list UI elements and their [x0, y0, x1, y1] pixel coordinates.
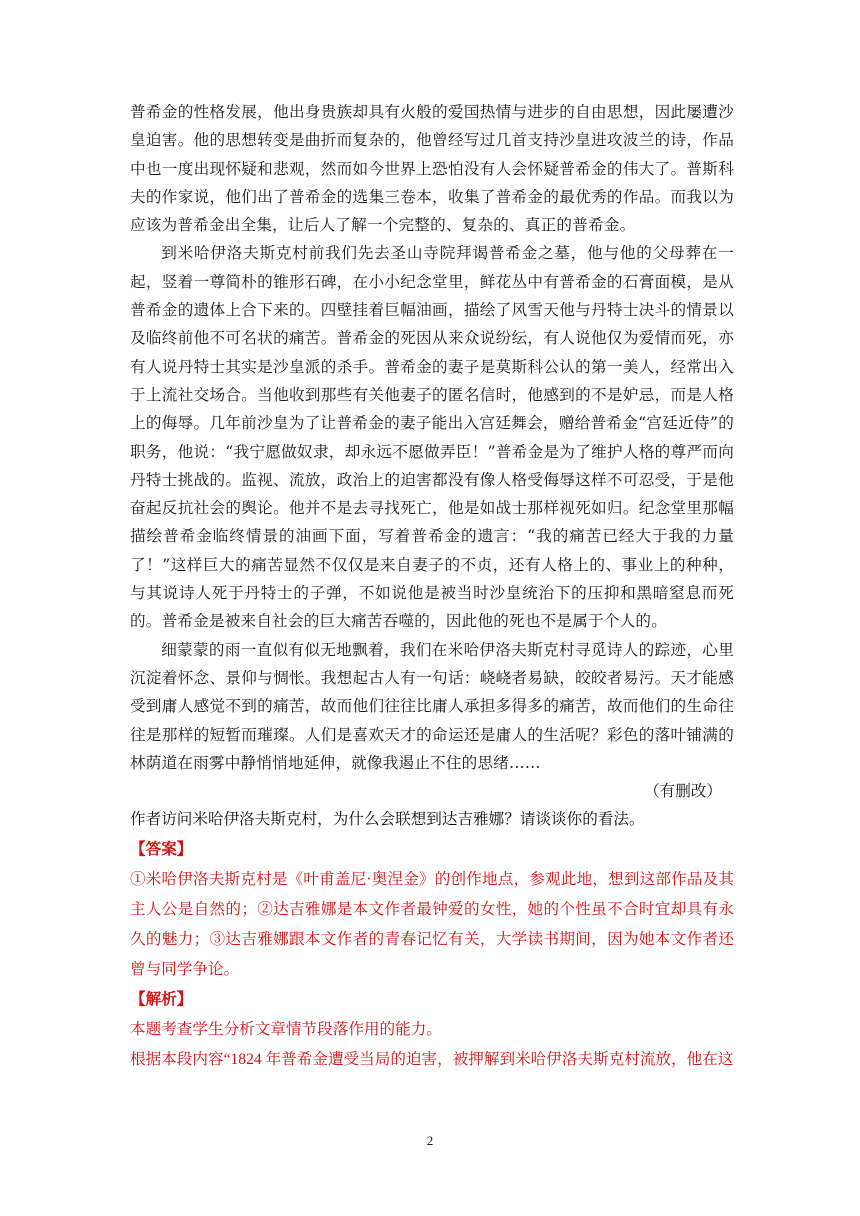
page-number: 2: [426, 1133, 434, 1148]
article-paragraph-2: 到米哈伊洛夫斯克村前我们先去圣山寺院拜谒普希金之墓，他与他的父母葬在一起，竖着一尊简朴的锥形石碑，在小小纪念堂里，鲜花丛中有普希金的石膏面模，是从普希金的遗体上合下来的。四壁挂着巨幅油画，描绘了风雪天他与丹特士决斗的情景以及临终前他不可名状的痛苦。普希金的死因从来众说纷纭，有人说他仅为爱情而死，亦有人说丹特士其实是沙皇派的杀手。普希金的妻子是莫斯科公认的第一美人，经常出入于上流社交场合。当他收到那些有关他妻子的匿名信时，他感到的不是妒忌，而是人格上的侮辱。几年前沙皇为了让普希金的妻子能出入宫廷舞会，赠给普希金“宫廷近侍”的职务，他说：“我宁愿做奴隶，却永远不愿做弄臣！”普希金是为了维护人格的尊严而向丹特士挑战的。监视、流放，政治上的迫害都没有像人格受侮辱这样不可忍受，于是他奋起反抗社会的舆论。他并不是去寻找死亡，他是如战士那样视死如归。纪念堂里那幅描绘普希金临终情景的油画下面，写着普希金的遗言：“我的痛苦已经大于我的力量了！”这样巨大的痛苦显然不仅仅是来自妻子的不贞，还有人格上的、事业上的种种，与其说诗人死于丹特士的子弹，不如说他是被当时沙皇统治下的压抑和黑暗窒息而死的。普希金是被来自社会的巨大痛苦吞噬的，因此他的死也不是属于个人的。: [130, 244, 734, 631]
analysis-tag: 【解析】: [130, 991, 193, 1009]
analysis-line-2: 根据本段内容“1824 年普希金遭受当局的迫害，被押解到米哈伊洛夫斯克村流放，他在这: [130, 1051, 734, 1069]
answer-tag: 【答案】: [130, 841, 193, 859]
document-page: [130, 98, 734, 1075]
question-text: 作者访问米哈伊洛夫斯克村，为什么会联想到达吉雅娜？请谈谈你的看法。: [130, 811, 645, 829]
source-note: （有删改）: [644, 782, 722, 801]
article-paragraph-3: 细蒙蒙的雨一直似有似无地飘着，我们在米哈伊洛夫斯克村寻觅诗人的踪迹，心里沉淀着怀念、景仰与惆怅。我想起古人有一句话：峣峣者易缺，皎皎者易污。天才能感受到庸人感觉不到的痛苦，故而他们往往比庸人承担多得多的痛苦，故而他们的生命往往是那样的短暂而璀璨。人们是喜欢天才的命运还是庸人的生活呢？彩色的落叶铺满的林荫道在雨雾中静悄悄地延伸，就像我遏止不住的思绪……: [130, 640, 734, 772]
analysis-line-1: 本题考查学生分析文章情节段落作用的能力。: [130, 1021, 442, 1039]
answer-text: ①米哈伊洛夫斯克村是《叶甫盖尼·奥涅金》的创作地点，参观此地，想到这部作品及其主人公是自然的；②达吉雅娜是本文作者最钟爱的女性，她的个性虽不合时宜却具有永久的魅力；③达吉雅娜跟本文作者的青春记忆有关，大学读书期间，因为她本文作者还曾与同学争论。: [130, 871, 734, 979]
article-paragraph-1: 普希金的性格发展，他出身贵族却具有火般的爱国热情与进步的自由思想，因此屡遭沙皇迫害。他的思想转变是曲折而复杂的，他曾经写过几首支持沙皇进攻波兰的诗，作品中也一度出现怀疑和悲观，然而如今世界上恐怕没有人会怀疑普希金的伟大了。普斯科夫的作家说，他们出了普希金的选集三卷本，收集了普希金的最优秀的作品。而我以为应该为普希金出全集，让后人了解一个完整的、复杂的、真正的普希金。: [130, 103, 734, 235]
